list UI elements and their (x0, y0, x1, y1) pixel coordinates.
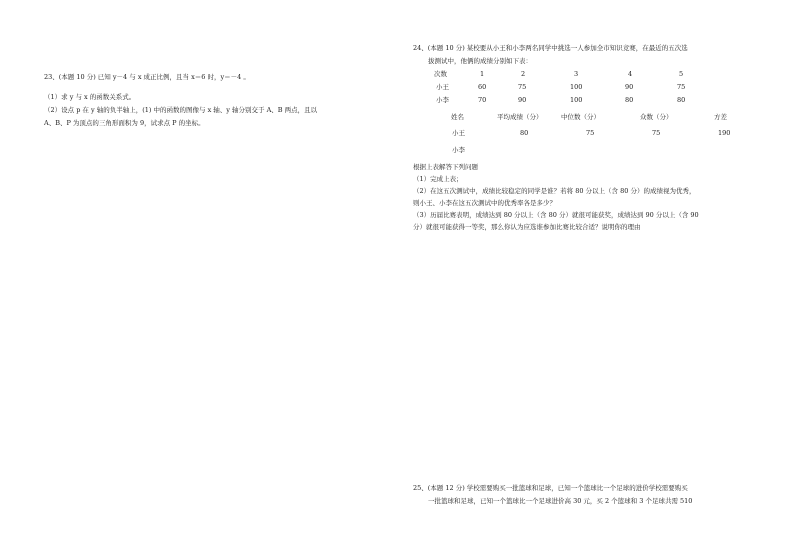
q23-header: 23、(本题 10 分) 已知 y－4 与 x 成正比例，且当 x＝6 时，y＝－4 。 (44, 73, 250, 81)
q24-part2-line1: （2）在这五次测试中，成绩比较稳定的同学是谁？若将 80 分以上（含 80 分）的成绩视为优秀， (413, 187, 696, 195)
q24-part3-line2: 分）就很可能获得一等奖，那么你认为应选谁参加比赛比较合适？说明你的理由 (413, 223, 641, 231)
q24-header-line1: 24、(本题 10 分) 某校要从小王和小李两名同学中挑选一人参加全市知识竞赛，在最近的五次选 (413, 44, 688, 52)
q25-line2: 一批篮球和足球，已知一个篮球比一个足球进价高 30 元，买 2 个篮球和 3 个足球共需 510 (428, 497, 693, 505)
stats-cell: 75 (652, 129, 661, 137)
scores-header-cell: 5 (679, 70, 684, 78)
q25-line1: 25、(本题 12 分) 学校需要购买一批篮球和足球，已知一个篮球比一个足球的进价学校需要购买 (413, 484, 688, 492)
stats-cell: 190 (718, 129, 731, 137)
stats-header-cell: 方差 (714, 113, 727, 121)
stats-cell: 80 (520, 129, 529, 137)
stats-cell: 75 (586, 129, 595, 137)
scores-header-cell: 4 (628, 70, 633, 78)
scores-cell: 75 (677, 83, 686, 91)
stats-header-cell: 平均成绩（分） (497, 113, 543, 121)
stats-row-label: 小李 (452, 146, 465, 154)
stats-header-cell: 众数（分） (640, 113, 673, 121)
scores-cell: 80 (625, 96, 634, 104)
scores-header-cell: 次数 (434, 70, 447, 78)
q24-prompt: 根据上表解答下列问题 (413, 163, 478, 171)
stats-row-label: 小王 (452, 129, 465, 137)
scores-cell: 70 (478, 96, 487, 104)
q23-part1: （1）求 y 与 x 的函数关系式。 (44, 93, 136, 101)
scores-cell: 80 (677, 96, 686, 104)
scores-row-label: 小王 (436, 83, 449, 91)
q24-header-line2: 拔测试中，他俩的成绩分别如下表： (428, 57, 532, 65)
scores-header-cell: 2 (521, 70, 526, 78)
q24-part3-line1: （3）历届比赛表明，成绩达到 80 分以上（含 80 分）就很可能获奖，成绩达到 90 分以上（含 90 (413, 211, 699, 219)
q24-part1: （1）完成上表； (413, 175, 463, 183)
scores-header-cell: 3 (574, 70, 579, 78)
q24-part2-line2: 则小王、小李在这五次测试中的优秀率各是多少？ (413, 199, 556, 207)
q23-part2-line1: （2）设点 p 在 y 轴的负半轴上，(1) 中的函数的图像与 x 轴、y 轴分别交于 A、B 两点，且以 (44, 106, 318, 114)
scores-row-label: 小李 (436, 96, 449, 104)
q23-part2-line2: A、B、P 为顶点的三角形面积为 9，试求点 P 的坐标。 (44, 119, 205, 127)
scores-cell: 60 (478, 83, 487, 91)
stats-header-cell: 姓名 (451, 113, 464, 121)
scores-header-cell: 1 (480, 70, 485, 78)
scores-cell: 100 (570, 96, 583, 104)
stats-header-cell: 中位数（分） (561, 113, 600, 121)
scores-cell: 100 (570, 83, 583, 91)
scores-cell: 90 (518, 96, 527, 104)
scores-cell: 75 (518, 83, 527, 91)
scores-cell: 90 (625, 83, 634, 91)
